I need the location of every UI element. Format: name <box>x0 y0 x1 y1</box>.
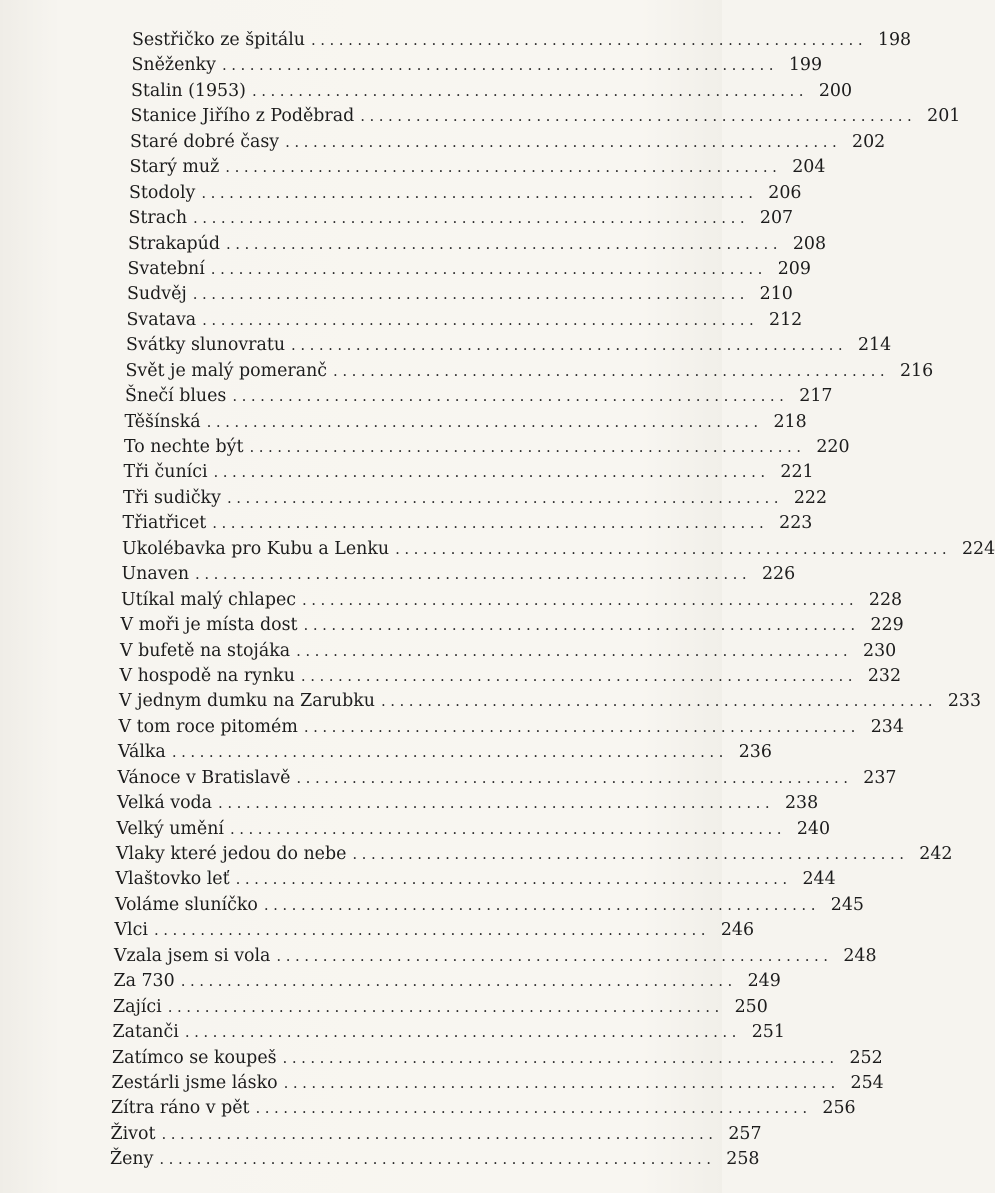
toc-entry-page: 240 <box>796 818 831 839</box>
toc-entry-page: 201 <box>927 106 961 127</box>
toc-entry-page: 257 <box>728 1123 762 1144</box>
toc-leader-dots: ............................................................ <box>302 590 859 609</box>
toc-leader-dots: ............................................................ <box>296 641 853 660</box>
toc-leader-dots: ............................................................ <box>167 997 724 1016</box>
toc-leader-dots: ............................................................ <box>300 666 858 685</box>
toc-entry-page: 210 <box>759 284 793 305</box>
toc-entry-page: 256 <box>822 1098 856 1119</box>
toc-leader-dots: ............................................................ <box>232 387 789 406</box>
toc-entry <box>0 282 793 307</box>
toc-entry-page: 258 <box>726 1149 760 1170</box>
toc-entry-page: 242 <box>919 844 953 864</box>
toc-entry <box>0 867 836 892</box>
toc-entry-title: Strach <box>128 208 188 229</box>
toc-entry-page: 206 <box>768 182 802 203</box>
toc-entry-page: 200 <box>818 80 853 101</box>
toc-entry <box>0 511 813 536</box>
toc-leader-dots: ............................................................ <box>226 488 784 507</box>
toc-entry-title: V jednym dumku na Zarubku <box>119 691 375 712</box>
toc-entry-title: Velká voda <box>117 793 213 814</box>
toc-entry-title: Sněženky <box>131 55 216 76</box>
toc-entry-title: Třiatřicet <box>122 513 207 534</box>
toc-entry-page: 207 <box>759 208 794 229</box>
toc-leader-dots: ............................................................ <box>296 768 853 787</box>
toc-leader-dots: ............................................................ <box>235 870 792 889</box>
toc-entry-title: Stalin (1953) <box>131 80 246 101</box>
toc-entry-page: 208 <box>792 233 827 254</box>
toc-entry-page: 248 <box>843 945 877 966</box>
toc-leader-dots: ............................................................ <box>206 412 763 431</box>
toc-entry-page: 223 <box>779 513 813 534</box>
toc-entry <box>0 1096 856 1121</box>
toc-leader-dots: ............................................................ <box>360 107 917 126</box>
toc-entry-page: 204 <box>792 157 826 178</box>
toc-leader-dots: ............................................................ <box>225 234 783 253</box>
toc-entry <box>0 435 850 460</box>
toc-leader-dots: ............................................................ <box>311 31 868 49</box>
toc-entry-page: 230 <box>863 640 897 661</box>
toc-leader-dots: ............................................................ <box>193 209 750 228</box>
toc-entry-title: Ženy <box>110 1149 154 1170</box>
toc-entry-title: Za 730 <box>113 971 175 992</box>
toc-entry-title: Zatanči <box>112 1022 179 1043</box>
toc-entry <box>0 639 897 664</box>
toc-entry-page: 250 <box>734 996 768 1017</box>
toc-entry <box>0 155 826 180</box>
toc-entry-title: Šnečí blues <box>125 386 227 407</box>
toc-entry-page: 229 <box>870 615 904 636</box>
toc-entry <box>0 715 904 740</box>
toc-entry-title: Utíkal malý chlapec <box>121 589 297 610</box>
toc-entry <box>0 842 953 867</box>
toc-entry-title: Zestárli jsme lásko <box>111 1072 278 1093</box>
toc-leader-dots: ............................................................ <box>285 132 842 151</box>
toc-entry-page: 232 <box>867 665 902 686</box>
toc-entry-title: Zajíci <box>113 996 162 1017</box>
toc-entry <box>0 308 803 333</box>
toc-entry <box>0 181 802 206</box>
toc-entry-page: 224 <box>961 538 995 559</box>
toc-entry-title: Vánoce v Bratislavě <box>117 767 291 788</box>
toc-entry-page: 236 <box>738 742 772 763</box>
toc-entry <box>0 664 902 689</box>
toc-entry <box>0 410 807 435</box>
toc-entry-page: 221 <box>780 462 814 483</box>
toc-entry-page: 202 <box>852 131 886 152</box>
toc-entry-page: 249 <box>747 971 781 992</box>
toc-entry-title: Unaven <box>121 564 190 585</box>
toc-entry-page: 237 <box>863 767 897 788</box>
toc-entry-title: Svatava <box>126 309 197 330</box>
toc-entry <box>0 1020 785 1045</box>
toc-entry <box>0 28 912 53</box>
toc-leader-dots: ............................................................ <box>251 81 809 100</box>
toc-leader-dots: ............................................................ <box>263 895 820 914</box>
toc-leader-dots: ............................................................ <box>192 285 749 304</box>
toc-entry-title: V hospodě na rynku <box>119 665 295 686</box>
toc-entry-page: 254 <box>850 1072 884 1093</box>
toc-entry <box>0 562 796 587</box>
toc-entry-title: V tom roce pitomém <box>118 716 298 737</box>
toc-entry <box>0 1046 883 1071</box>
toc-entry <box>0 130 886 155</box>
toc-entry-page: 218 <box>773 411 807 432</box>
toc-entry-title: Zatímco se koupeš <box>112 1047 277 1068</box>
toc-entry-page: 233 <box>947 691 982 712</box>
toc-leader-dots: ............................................................ <box>213 463 770 482</box>
toc-entry-title: Zítra ráno v pět <box>111 1098 250 1119</box>
toc-entry <box>0 918 755 943</box>
toc-entry <box>0 486 828 511</box>
toc-entry-page: 222 <box>793 487 828 508</box>
toc-entry <box>0 969 781 994</box>
toc-entry <box>0 893 864 918</box>
toc-entry <box>0 817 831 842</box>
toc-leader-dots: ............................................................ <box>303 717 860 736</box>
toc-entry-title: Svátky slunovratu <box>126 335 286 356</box>
toc-leader-dots: ............................................................ <box>395 539 952 558</box>
toc-entry <box>0 791 819 816</box>
toc-leader-dots: ............................................................ <box>283 1073 840 1092</box>
toc-leader-dots: ............................................................ <box>180 972 737 991</box>
toc-entry-page: 244 <box>802 869 836 890</box>
toc-entry-title: Vlaštovko leť <box>115 869 230 890</box>
toc-leader-dots: ............................................................ <box>221 56 779 75</box>
toc-entry-title: Sudvěj <box>127 284 187 305</box>
toc-entry-page: 234 <box>870 716 904 737</box>
toc-leader-dots: ............................................................ <box>171 743 728 762</box>
toc-entry-title: Vzala jsem si vola <box>114 945 271 966</box>
toc-entry-page: 246 <box>720 920 755 941</box>
toc-entry-title: V bufetě na stojáka <box>120 640 291 661</box>
toc-entry-title: Život <box>110 1123 156 1144</box>
toc-entry-title: Stodoly <box>129 182 196 203</box>
toc-entry-title: Stanice Jiřího z Poděbrad <box>130 106 355 127</box>
toc-entry <box>0 588 903 613</box>
toc-entry-title: V moři je místa dost <box>120 615 298 636</box>
toc-entry <box>0 995 768 1020</box>
toc-leader-dots: ............................................................ <box>225 158 782 177</box>
toc-leader-dots: ............................................................ <box>202 310 759 329</box>
toc-entry <box>0 79 853 104</box>
toc-entry <box>0 460 814 485</box>
toc-leader-dots: ............................................................ <box>333 361 890 380</box>
toc-entry-page: 220 <box>816 437 850 457</box>
toc-leader-dots: ............................................................ <box>212 514 769 533</box>
toc-entry <box>0 384 833 409</box>
toc-entry-title: Tři sudičky <box>123 487 221 508</box>
toc-entry-page: 217 <box>799 386 833 407</box>
toc-entry-title: Sestřičko ze špitálu <box>132 30 305 50</box>
toc-entry-page: 216 <box>899 360 934 381</box>
toc-entry-page: 251 <box>751 1022 785 1043</box>
toc-entry-page: 209 <box>777 258 811 279</box>
toc-entry-page: 226 <box>761 564 796 585</box>
toc-entry <box>0 104 961 129</box>
toc-entry <box>0 537 995 562</box>
toc-entry <box>0 333 892 358</box>
toc-entry-page: 252 <box>849 1047 883 1068</box>
toc-entry-title: Válka <box>118 742 166 763</box>
toc-entry-title: Svatební <box>127 258 205 279</box>
toc-leader-dots: ............................................................ <box>195 565 752 584</box>
toc-leader-dots: ............................................................ <box>291 336 848 355</box>
toc-leader-dots: ............................................................ <box>282 1048 839 1067</box>
toc-entry-title: Vlci <box>114 920 148 941</box>
toc-entry <box>0 944 877 969</box>
toc-entry-title: Těšínská <box>124 411 201 432</box>
toc-leader-dots: ............................................................ <box>303 616 860 635</box>
toc-leader-dots: ............................................................ <box>229 819 787 838</box>
toc-entry <box>0 1122 762 1147</box>
toc-entry <box>0 1071 884 1096</box>
toc-entry-page: 198 <box>877 30 912 50</box>
toc-entry-page: 214 <box>857 335 892 356</box>
toc-entry <box>0 359 934 384</box>
toc-entry <box>0 740 772 765</box>
toc-entry-page: 245 <box>830 894 864 915</box>
toc-entry-page: 228 <box>868 589 903 610</box>
toc-entry-title: Starý muž <box>129 157 220 178</box>
toc-entry-title: Vlaky které jedou do nebe <box>116 844 347 864</box>
toc-leader-dots: ............................................................ <box>276 946 833 965</box>
toc-entry <box>0 689 982 714</box>
toc-entry <box>0 1147 760 1172</box>
toc-entry-title: To nechte být <box>124 437 244 457</box>
toc-leader-dots: ............................................................ <box>159 1150 716 1169</box>
toc-entry <box>0 613 904 638</box>
toc-entry-title: Voláme sluníčko <box>115 894 258 915</box>
toc-leader-dots: ............................................................ <box>352 845 909 863</box>
toc-leader-dots: ............................................................ <box>249 438 806 456</box>
toc-entry-title: Velký umění <box>116 818 224 839</box>
toc-entry-title: Strakapúd <box>128 233 220 254</box>
toc-entry-page: 199 <box>788 55 823 76</box>
toc-leader-dots: ............................................................ <box>201 183 758 202</box>
toc-leader-dots: ............................................................ <box>153 921 711 940</box>
toc-entry-title: Svět je malý pomeranč <box>125 360 328 381</box>
toc-leader-dots: ............................................................ <box>380 692 938 711</box>
toc-leader-dots: ............................................................ <box>161 1124 718 1143</box>
toc-leader-dots: ............................................................ <box>184 1023 741 1042</box>
toc-leader-dots: ............................................................ <box>255 1099 812 1118</box>
toc-entry <box>0 53 823 78</box>
toc-leader-dots: ............................................................ <box>218 794 775 813</box>
table-of-contents <box>0 28 995 1173</box>
toc-entry-title: Ukolébavka pro Kubu a Lenku <box>122 538 390 559</box>
toc-entry-title: Tři čuníci <box>123 462 208 483</box>
toc-entry-page: 238 <box>784 793 819 814</box>
toc-leader-dots: ............................................................ <box>210 259 767 278</box>
toc-entry-title: Staré dobré časy <box>130 131 280 152</box>
toc-entry-page: 212 <box>769 309 803 330</box>
toc-entry <box>0 206 794 231</box>
toc-entry <box>0 232 827 257</box>
toc-entry <box>0 257 811 282</box>
toc-entry <box>0 766 897 791</box>
